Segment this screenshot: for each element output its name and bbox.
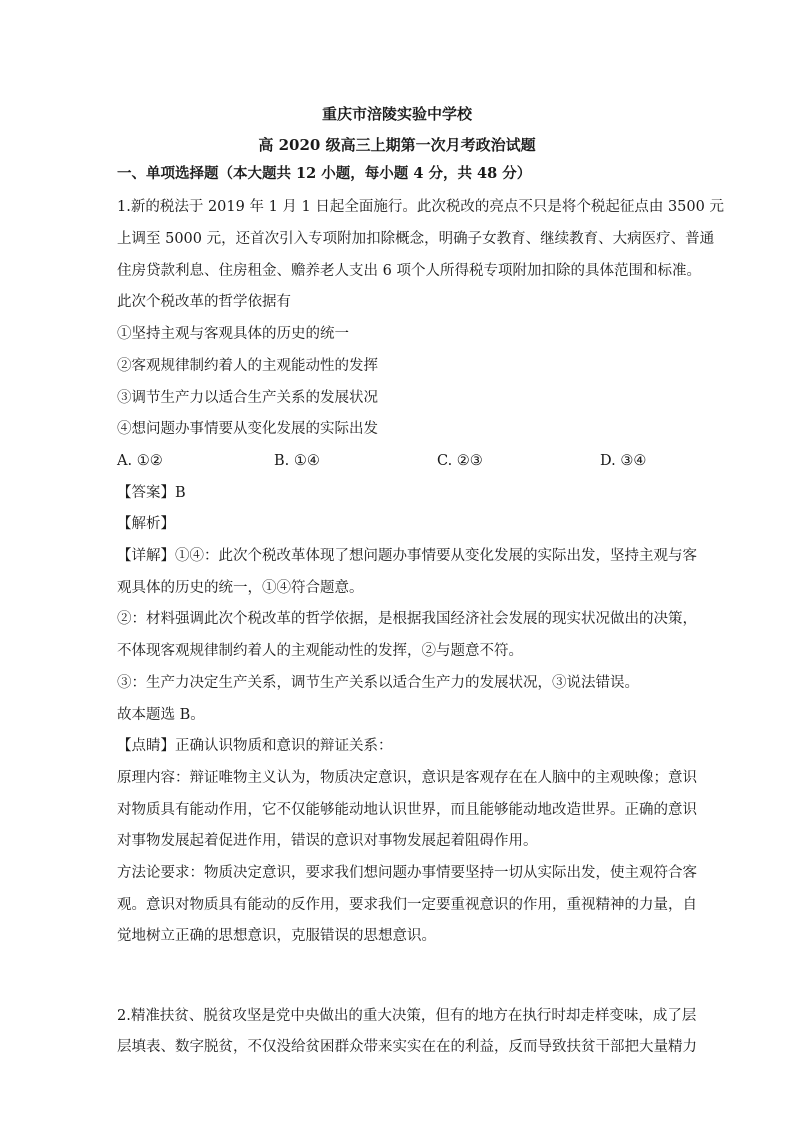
q2-stem-line: 层填表、数字脱贫，不仅没给贫困群众带来实实在在的利益，反而导致扶贫干部把大量精力 — [117, 1039, 697, 1055]
q1-item: ④想问题办事情要从变化发展的实际出发 — [117, 421, 378, 437]
q1-stem-line: 此次个税改革的哲学依据有 — [117, 294, 291, 310]
q1-item: ②客观规律制约着人的主观能动性的发挥 — [117, 358, 378, 374]
q1-detail-line: ③：生产力决定生产关系，调节生产关系以适合生产力的发展状况，③说法错误。 — [117, 675, 639, 691]
school-title: 重庆市涪陵实验中学校 — [321, 105, 472, 123]
q1-option-b: B. ①④ — [274, 453, 320, 469]
q1-tip-line: 【点睛】正确认识物质和意识的辩证关系： — [117, 738, 393, 754]
q1-detail-line: 【详解】①④：此次个税改革体现了想问题办事情要从变化发展的实际出发，坚持主观与客 — [117, 548, 697, 564]
section-heading: 一、单项选择题（本大题共 12 小题，每小题 4 分，共 48 分） — [117, 165, 532, 182]
q1-stem-line: 上调至 5000 元，还首次引入专项附加扣除概念，明确子女教育、继续教育、大病医疗、普通 — [117, 231, 715, 247]
q1-tip-line: 方法论要求：物质决定意识，要求我们想问题办事情要坚持一切从实际出发，使主观符合客 — [117, 865, 697, 881]
q2-stem-line: 2.精准扶贫、脱贫攻坚是党中央做出的重大决策，但有的地方在执行时却走样变味，成了层 — [117, 1008, 697, 1024]
q1-detail-line: 不体现客观规律制约着人的主观能动性的发挥，②与题意不符。 — [117, 643, 523, 659]
q1-answer: 【答案】B — [117, 485, 186, 501]
q1-stem-line: 1.新的税法于 2019 年 1 月 1 日起全面施行。此次税改的亮点不只是将个税起征点由 3500 元 — [117, 199, 724, 215]
q1-tip-line: 对事物发展起着促进作用，错误的意识对事物发展起着阻碍作用。 — [117, 833, 538, 849]
q1-tip-line: 原理内容：辩证唯物主义认为，物质决定意识，意识是客观存在在人脑中的主观映像；意识 — [117, 770, 697, 786]
q1-detail-line: 故本题选 B。 — [117, 707, 205, 723]
q1-tip-line: 对物质具有能动作用，它不仅能够能动地认识世界，而且能够能动地改造世界。正确的意识 — [117, 802, 697, 818]
q1-detail-line: 观具体的历史的统一，①④符合题意。 — [117, 580, 364, 596]
q1-tip-line: 观。意识对物质具有能动的反作用，要求我们一定要重视意识的作用，重视精神的力量，自 — [117, 897, 697, 913]
q1-item: ③调节生产力以适合生产关系的发展状况 — [117, 390, 378, 406]
q1-option-a: A. ①② — [117, 453, 163, 469]
q1-detail-line: ②：材料强调此次个税改革的哲学依据，是根据我国经济社会发展的现实状况做出的决策， — [117, 611, 697, 627]
q1-analysis-label: 【解析】 — [117, 516, 175, 532]
q1-stem-line: 住房贷款利息、住房租金、赡养老人支出 6 项个人所得税专项附加扣除的具体范围和标准。 — [117, 263, 701, 279]
q1-option-d: D. ③④ — [600, 453, 647, 469]
q1-option-c: C. ②③ — [437, 453, 483, 469]
q1-tip-line: 觉地树立正确的思想意识，克服错误的思想意识。 — [117, 928, 436, 944]
exam-title: 高 2020 级高三上期第一次月考政治试题 — [258, 136, 536, 154]
q1-item: ①坚持主观与客观具体的历史的统一 — [117, 326, 349, 342]
